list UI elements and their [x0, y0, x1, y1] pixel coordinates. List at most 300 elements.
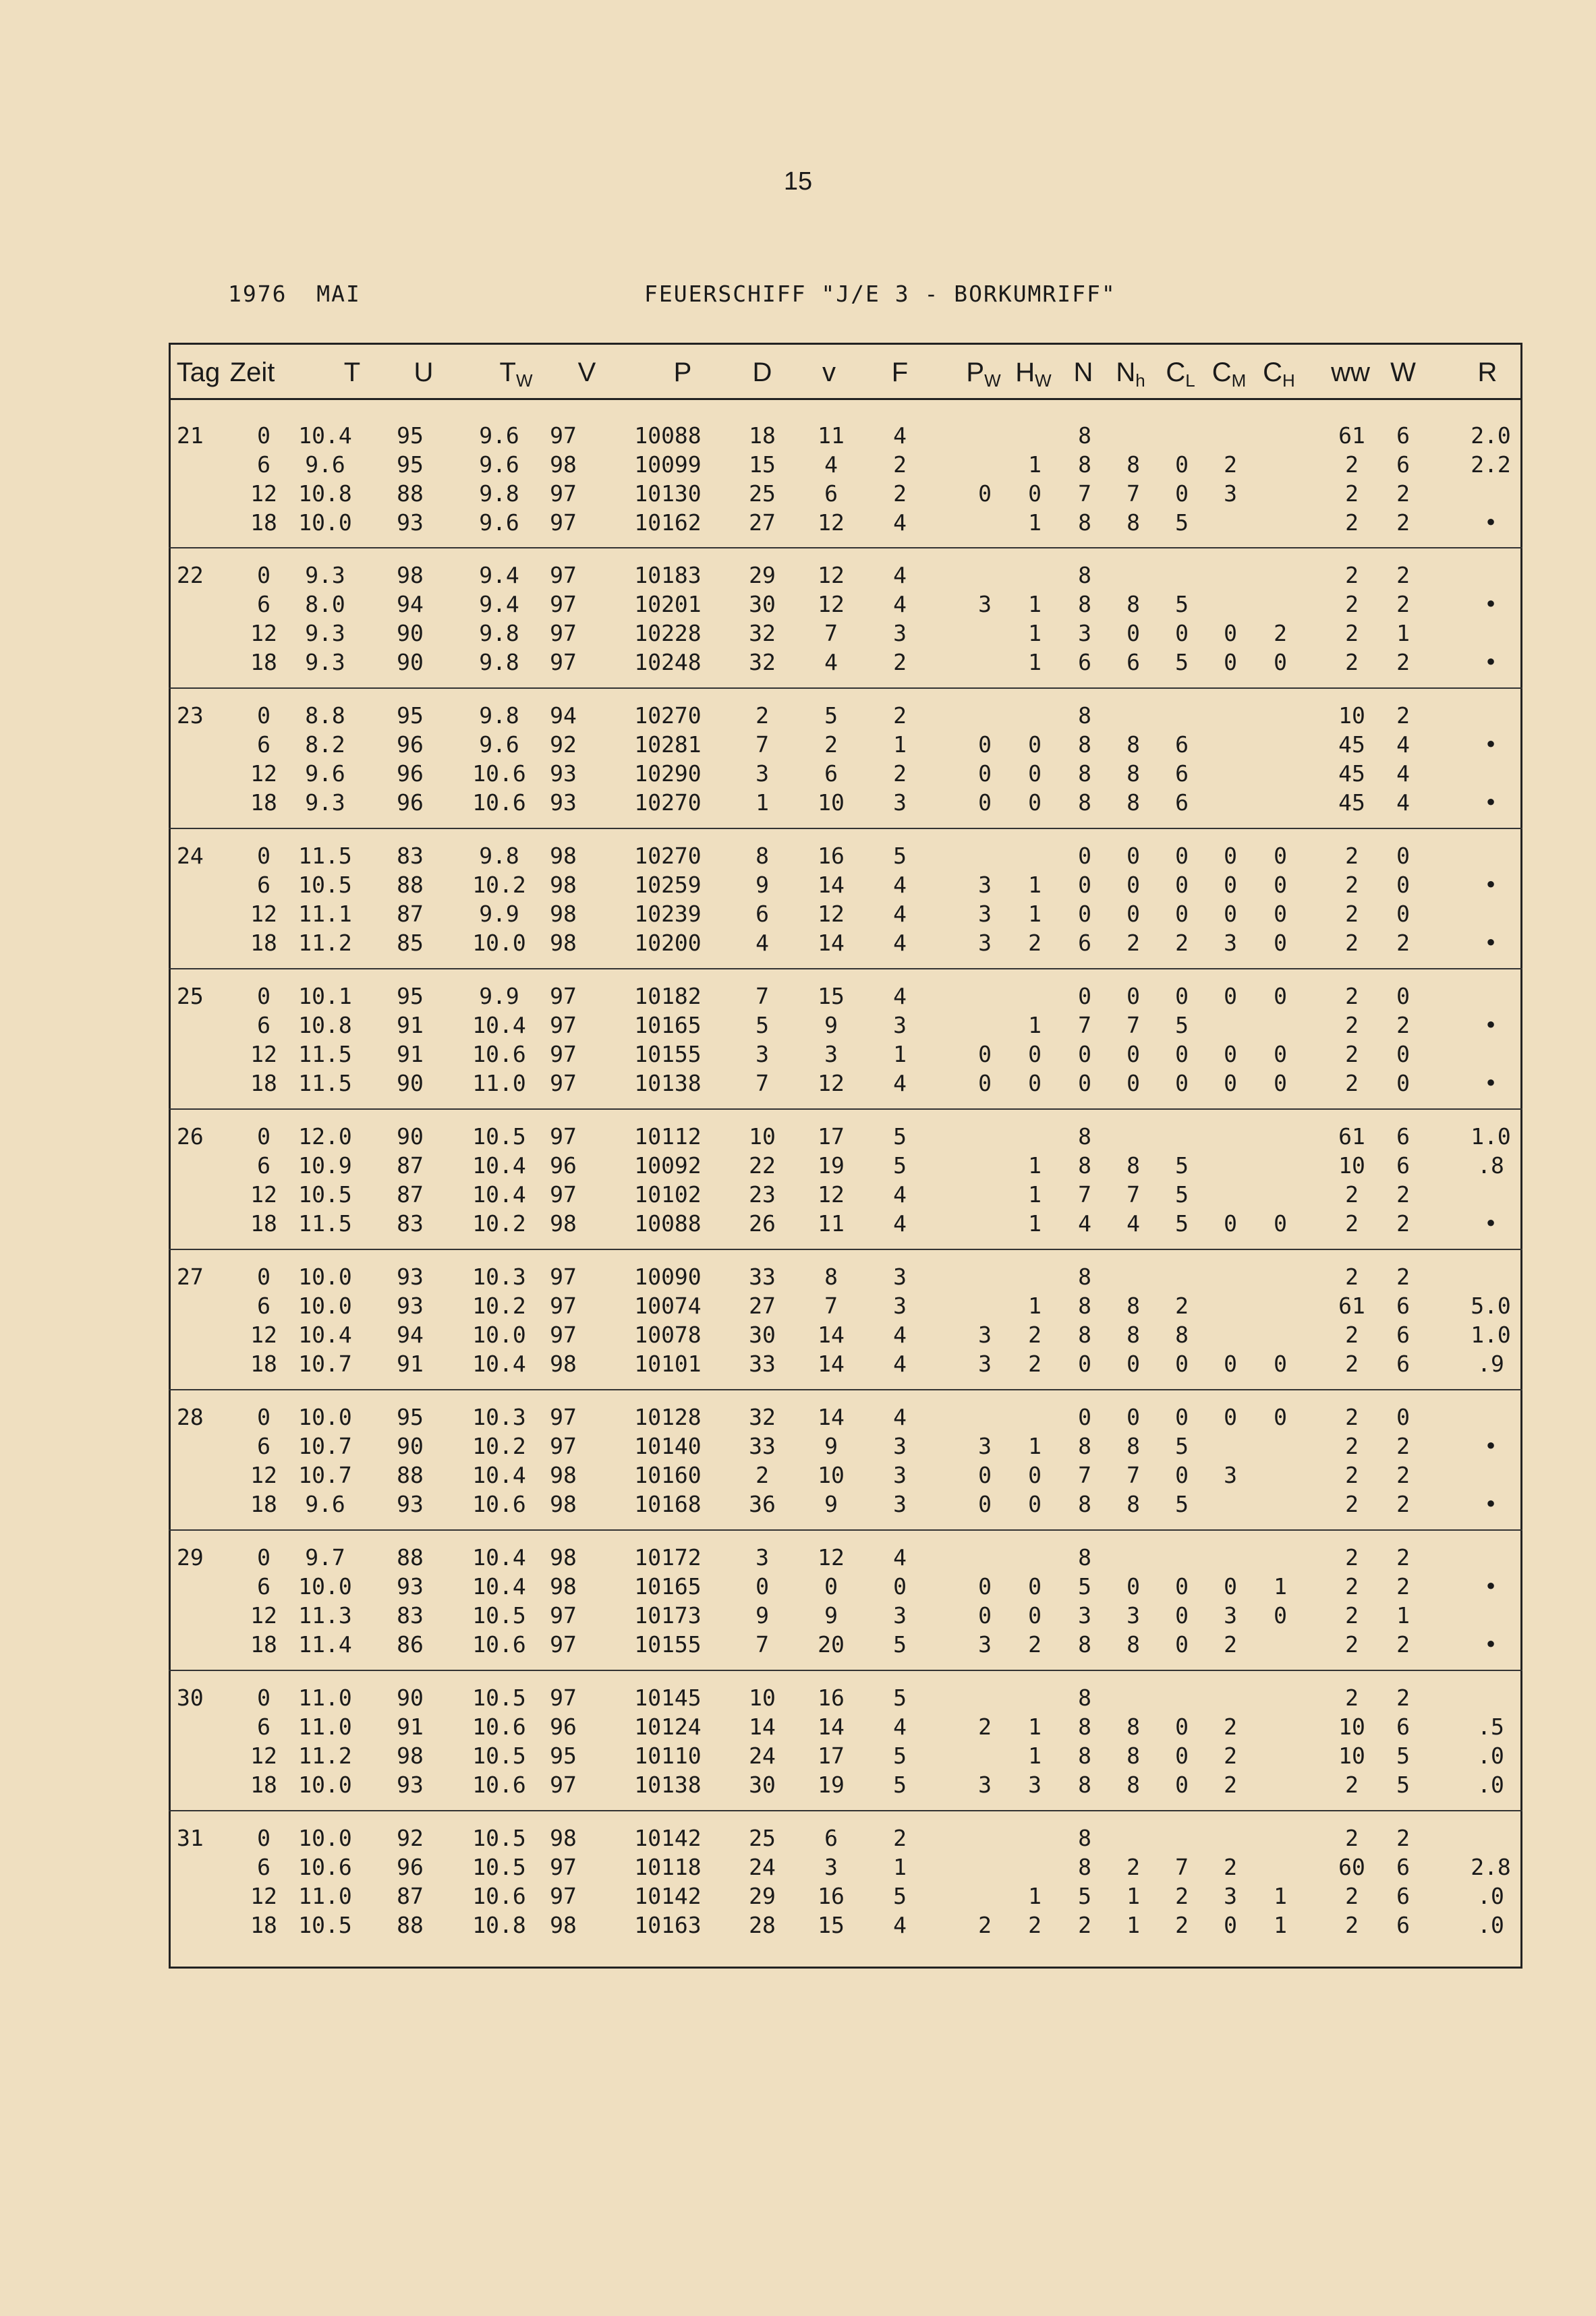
- day-label: 21: [177, 422, 204, 449]
- table-cell-f: 1: [893, 1041, 907, 1067]
- table-cell-hw: 1: [1028, 509, 1042, 536]
- table-cell-ww: 2: [1345, 1772, 1359, 1798]
- table-cell-zeit: 12: [250, 1602, 277, 1629]
- table-cell-v: 97: [550, 480, 577, 507]
- col-header-tw: [500, 358, 533, 393]
- table-cell-zeit: 6: [257, 731, 270, 758]
- table-cell-u: 93: [397, 1573, 424, 1600]
- table-cell-f: 5: [893, 1152, 907, 1179]
- table-cell-t: 12.0: [298, 1123, 352, 1150]
- table-cell-v: 97: [550, 1602, 577, 1629]
- table-cell-w: 1: [1396, 1602, 1410, 1629]
- table-cell-zeit: 0: [257, 422, 270, 449]
- col-header-ch: [1263, 358, 1295, 393]
- table-cell-f: 4: [893, 562, 907, 588]
- table-cell-cm: 0: [1224, 1404, 1237, 1430]
- table-cell-d: 5: [756, 1012, 769, 1038]
- table-cell-hw: 0: [1028, 1602, 1042, 1629]
- table-cell-pw: 0: [978, 731, 992, 758]
- table-cell-f: 5: [893, 1883, 907, 1909]
- table-cell-v: 97: [550, 1012, 577, 1038]
- table-cell-u: 88: [397, 1462, 424, 1488]
- table-cell-ww: 10: [1338, 1743, 1365, 1769]
- table-cell-f: 4: [893, 509, 907, 536]
- table-cell-u: 87: [397, 1181, 424, 1208]
- table-cell-zeit: 18: [250, 930, 277, 956]
- table-cell-ww: 45: [1338, 731, 1365, 758]
- table-cell-v: 97: [550, 1883, 577, 1909]
- table-cell-ww: 10: [1338, 702, 1365, 729]
- col-header-label: W: [1390, 358, 1416, 387]
- table-cell-v: 12: [818, 509, 845, 536]
- table-cell-d: 28: [749, 1912, 776, 1938]
- table-cell-zeit: 6: [257, 451, 270, 478]
- table-cell-cl: 0: [1175, 1573, 1189, 1600]
- col-header-ww: [1331, 358, 1370, 393]
- table-cell-t: 10.7: [298, 1351, 352, 1377]
- col-header-d: [753, 358, 772, 393]
- table-cell-ww: 45: [1338, 789, 1365, 816]
- table-cell-nh: 8: [1127, 509, 1140, 536]
- table-cell-ww: 2: [1345, 1012, 1359, 1038]
- table-cell-nh: 8: [1127, 1293, 1140, 1319]
- table-cell-n: 8: [1078, 1322, 1091, 1348]
- table-cell-d: 2: [756, 1462, 769, 1488]
- table-cell-pw: 0: [978, 1462, 992, 1488]
- day-label: 30: [177, 1685, 204, 1711]
- table-cell-n: 8: [1078, 591, 1091, 617]
- table-cell-r: .0: [1477, 1743, 1504, 1769]
- table-cell-w: 2: [1396, 562, 1410, 588]
- table-cell-tw: 9.6: [479, 451, 519, 478]
- table-cell-p: 10074: [634, 1293, 702, 1319]
- table-cell-zeit: 6: [257, 872, 270, 898]
- table-cell-cl: 6: [1175, 760, 1189, 787]
- table-cell-hw: 3: [1028, 1772, 1042, 1798]
- table-cell-nh: 0: [1127, 983, 1140, 1009]
- table-cell-r: •: [1484, 789, 1498, 816]
- table-cell-cl: 6: [1175, 789, 1189, 816]
- table-cell-r: •: [1484, 1573, 1498, 1600]
- table-cell-tw: 9.8: [479, 702, 519, 729]
- table-cell-n: 7: [1078, 1012, 1091, 1038]
- table-cell-zeit: 6: [257, 1433, 270, 1459]
- table-cell-cm: 0: [1224, 1041, 1237, 1067]
- table-cell-p: 10088: [634, 1210, 702, 1237]
- table-cell-hw: 2: [1028, 1351, 1042, 1377]
- table-cell-hw: 0: [1028, 480, 1042, 507]
- table-cell-cl: 0: [1175, 1041, 1189, 1067]
- table-cell-d: 25: [749, 1825, 776, 1851]
- table-cell-v: 97: [550, 1041, 577, 1067]
- table-cell-v: 6: [824, 1825, 838, 1851]
- table-cell-p: 10173: [634, 1602, 702, 1629]
- table-cell-pw: 2: [978, 1912, 992, 1938]
- table-cell-n: 8: [1078, 1152, 1091, 1179]
- table-cell-zeit: 18: [250, 1631, 277, 1658]
- table-cell-n: 8: [1078, 1123, 1091, 1150]
- table-cell-u: 93: [397, 1264, 424, 1290]
- table-cell-cl: 5: [1175, 1210, 1189, 1237]
- table-cell-p: 10201: [634, 591, 702, 617]
- day-group-divider: [169, 1529, 1522, 1531]
- table-cell-v: 96: [550, 1714, 577, 1740]
- table-cell-t: 10.1: [298, 983, 352, 1009]
- table-cell-w: 6: [1396, 1293, 1410, 1319]
- table-cell-v: 6: [824, 480, 838, 507]
- table-cell-v: 14: [818, 1404, 845, 1430]
- col-header-label: N: [1116, 358, 1136, 387]
- table-cell-ww: 2: [1345, 1912, 1359, 1938]
- table-cell-zeit: 18: [250, 1210, 277, 1237]
- table-cell-p: 10165: [634, 1573, 702, 1600]
- table-cell-t: 10.8: [298, 1012, 352, 1038]
- table-cell-zeit: 12: [250, 1322, 277, 1348]
- table-cell-v: 98: [550, 1573, 577, 1600]
- table-cell-tw: 10.3: [472, 1264, 526, 1290]
- table-cell-nh: 4: [1127, 1210, 1140, 1237]
- table-cell-u: 90: [397, 1070, 424, 1096]
- table-cell-d: 30: [749, 1322, 776, 1348]
- table-cell-u: 88: [397, 480, 424, 507]
- table-cell-ww: 2: [1345, 1322, 1359, 1348]
- table-cell-n: 0: [1078, 1041, 1091, 1067]
- table-cell-r: .9: [1477, 1351, 1504, 1377]
- table-cell-f: 4: [893, 1912, 907, 1938]
- table-cell-ww: 2: [1345, 451, 1359, 478]
- table-cell-v: 98: [550, 843, 577, 869]
- table-cell-tw: 10.0: [472, 1322, 526, 1348]
- table-cell-ch: 2: [1274, 620, 1287, 646]
- table-cell-cm: 2: [1224, 1854, 1237, 1880]
- day-label: 31: [177, 1825, 204, 1851]
- table-cell-hw: 0: [1028, 1462, 1042, 1488]
- col-header-label: R: [1477, 358, 1498, 387]
- table-cell-d: 8: [756, 843, 769, 869]
- table-cell-hw: 1: [1028, 1012, 1042, 1038]
- table-cell-cl: 8: [1175, 1322, 1189, 1348]
- table-cell-pw: 0: [978, 789, 992, 816]
- table-cell-v: 97: [550, 591, 577, 617]
- table-cell-cl: 0: [1175, 983, 1189, 1009]
- table-cell-hw: 1: [1028, 901, 1042, 927]
- table-cell-nh: 2: [1127, 1854, 1140, 1880]
- table-cell-f: 3: [893, 1462, 907, 1488]
- table-cell-u: 86: [397, 1631, 424, 1658]
- table-cell-u: 87: [397, 1152, 424, 1179]
- table-cell-nh: 8: [1127, 760, 1140, 787]
- table-cell-d: 18: [749, 422, 776, 449]
- table-cell-w: 0: [1396, 843, 1410, 869]
- table-cell-pw: 0: [978, 480, 992, 507]
- table-cell-t: 10.6: [298, 1854, 352, 1880]
- table-cell-hw: 2: [1028, 1631, 1042, 1658]
- table-cell-ch: 0: [1274, 1602, 1287, 1629]
- table-cell-p: 10101: [634, 1351, 702, 1377]
- table-cell-n: 8: [1078, 1631, 1091, 1658]
- table-cell-pw: 3: [978, 1772, 992, 1798]
- table-cell-tw: 10.4: [472, 1152, 526, 1179]
- table-cell-w: 2: [1396, 1491, 1410, 1517]
- table-cell-zeit: 6: [257, 591, 270, 617]
- table-cell-u: 85: [397, 930, 424, 956]
- table-cell-ch: 0: [1274, 1351, 1287, 1377]
- table-cell-v: 12: [818, 562, 845, 588]
- table-cell-w: 4: [1396, 789, 1410, 816]
- table-cell-f: 4: [893, 1181, 907, 1208]
- table-cell-u: 91: [397, 1714, 424, 1740]
- table-cell-zeit: 0: [257, 1544, 270, 1571]
- table-cell-t: 9.6: [305, 1491, 345, 1517]
- day-label: 27: [177, 1264, 204, 1290]
- col-header-subscript: W: [1035, 370, 1052, 391]
- col-header-label: Zeit: [229, 358, 275, 387]
- table-cell-r: •: [1484, 509, 1498, 536]
- table-cell-t: 11.5: [298, 1041, 352, 1067]
- table-cell-d: 24: [749, 1743, 776, 1769]
- table-cell-w: 6: [1396, 1123, 1410, 1150]
- table-cell-w: 2: [1396, 1573, 1410, 1600]
- table-cell-p: 10138: [634, 1070, 702, 1096]
- table-cell-zeit: 12: [250, 1883, 277, 1909]
- table-cell-u: 96: [397, 789, 424, 816]
- table-cell-tw: 10.4: [472, 1573, 526, 1600]
- table-cell-d: 22: [749, 1152, 776, 1179]
- table-cell-n: 8: [1078, 1433, 1091, 1459]
- table-cell-v: 16: [818, 1685, 845, 1711]
- table-cell-p: 10092: [634, 1152, 702, 1179]
- table-cell-cl: 2: [1175, 1883, 1189, 1909]
- table-cell-v: 12: [818, 1070, 845, 1096]
- table-cell-tw: 10.0: [472, 930, 526, 956]
- table-cell-nh: 8: [1127, 1433, 1140, 1459]
- table-cell-tw: 9.8: [479, 480, 519, 507]
- table-cell-v: 10: [818, 789, 845, 816]
- table-cell-t: 10.5: [298, 1181, 352, 1208]
- table-cell-cl: 5: [1175, 1491, 1189, 1517]
- table-cell-u: 93: [397, 1772, 424, 1798]
- table-cell-f: 3: [893, 1433, 907, 1459]
- table-cell-pw: 3: [978, 872, 992, 898]
- table-cell-ch: 0: [1274, 1404, 1287, 1430]
- table-cell-f: 0: [893, 1573, 907, 1600]
- table-cell-w: 2: [1396, 1433, 1410, 1459]
- table-cell-ww: 2: [1345, 1602, 1359, 1629]
- table-cell-t: 10.4: [298, 1322, 352, 1348]
- table-cell-t: 10.0: [298, 509, 352, 536]
- table-cell-p: 10138: [634, 1772, 702, 1798]
- table-cell-cm: 2: [1224, 1743, 1237, 1769]
- table-cell-v: 98: [550, 1351, 577, 1377]
- table-cell-d: 32: [749, 649, 776, 675]
- table-cell-d: 23: [749, 1181, 776, 1208]
- table-cell-n: 5: [1078, 1573, 1091, 1600]
- table-cell-nh: 8: [1127, 731, 1140, 758]
- table-cell-cm: 2: [1224, 1714, 1237, 1740]
- table-cell-ww: 2: [1345, 983, 1359, 1009]
- col-header-t: [344, 358, 360, 393]
- table-cell-w: 4: [1396, 760, 1410, 787]
- table-cell-p: 10118: [634, 1854, 702, 1880]
- table-cell-v: 98: [550, 1912, 577, 1938]
- table-cell-v: 6: [824, 760, 838, 787]
- table-cell-ww: 2: [1345, 1181, 1359, 1208]
- table-cell-v: 0: [824, 1573, 838, 1600]
- table-cell-zeit: 18: [250, 789, 277, 816]
- table-cell-ww: 2: [1345, 1264, 1359, 1290]
- table-cell-d: 4: [756, 930, 769, 956]
- table-cell-nh: 7: [1127, 1462, 1140, 1488]
- table-cell-cm: 0: [1224, 983, 1237, 1009]
- table-cell-v: 98: [550, 1210, 577, 1237]
- table-cell-t: 10.7: [298, 1433, 352, 1459]
- table-cell-v: 3: [824, 1041, 838, 1067]
- table-cell-hw: 0: [1028, 760, 1042, 787]
- table-cell-v: 97: [550, 1433, 577, 1459]
- col-header-subscript: L: [1185, 370, 1195, 391]
- table-cell-zeit: 12: [250, 1041, 277, 1067]
- table-cell-hw: 1: [1028, 1883, 1042, 1909]
- table-cell-u: 87: [397, 1883, 424, 1909]
- table-cell-d: 9: [756, 872, 769, 898]
- table-cell-d: 24: [749, 1854, 776, 1880]
- col-header-label: U: [414, 358, 434, 387]
- table-cell-f: 5: [893, 1743, 907, 1769]
- table-cell-u: 98: [397, 562, 424, 588]
- table-cell-hw: 1: [1028, 1181, 1042, 1208]
- table-cell-tw: 10.6: [472, 1041, 526, 1067]
- table-cell-f: 4: [893, 983, 907, 1009]
- table-cell-v: 97: [550, 1685, 577, 1711]
- table-cell-d: 25: [749, 480, 776, 507]
- table-cell-u: 98: [397, 1743, 424, 1769]
- table-cell-r: .0: [1477, 1772, 1504, 1798]
- col-header-label: V: [577, 358, 596, 387]
- day-group-divider: [169, 1249, 1522, 1250]
- table-cell-n: 8: [1078, 702, 1091, 729]
- table-cell-tw: 10.6: [472, 1491, 526, 1517]
- table-cell-tw: 9.6: [479, 422, 519, 449]
- table-cell-r: •: [1484, 591, 1498, 617]
- table-cell-n: 8: [1078, 731, 1091, 758]
- table-cell-p: 10099: [634, 451, 702, 478]
- table-cell-pw: 0: [978, 1491, 992, 1517]
- table-cell-cl: 5: [1175, 509, 1189, 536]
- table-cell-ww: 2: [1345, 1433, 1359, 1459]
- table-cell-cl: 0: [1175, 843, 1189, 869]
- table-cell-v: 97: [550, 1854, 577, 1880]
- table-cell-cl: 0: [1175, 480, 1189, 507]
- table-cell-p: 10142: [634, 1825, 702, 1851]
- table-cell-w: 2: [1396, 591, 1410, 617]
- table-cell-p: 10270: [634, 789, 702, 816]
- table-cell-hw: 1: [1028, 1293, 1042, 1319]
- table-cell-f: 4: [893, 1210, 907, 1237]
- table-cell-r: •: [1484, 872, 1498, 898]
- table-cell-cl: 0: [1175, 1743, 1189, 1769]
- table-cell-hw: 1: [1028, 872, 1042, 898]
- table-cell-zeit: 6: [257, 1573, 270, 1600]
- table-cell-d: 1: [756, 789, 769, 816]
- table-cell-p: 10172: [634, 1544, 702, 1571]
- table-cell-nh: 8: [1127, 1322, 1140, 1348]
- table-cell-cl: 0: [1175, 901, 1189, 927]
- table-cell-hw: 0: [1028, 1041, 1042, 1067]
- table-cell-ch: 0: [1274, 930, 1287, 956]
- table-cell-d: 15: [749, 451, 776, 478]
- table-cell-w: 0: [1396, 901, 1410, 927]
- table-cell-hw: 0: [1028, 731, 1042, 758]
- table-cell-v: 12: [818, 1544, 845, 1571]
- table-cell-nh: 0: [1127, 1573, 1140, 1600]
- table-cell-t: 11.2: [298, 930, 352, 956]
- table-cell-r: •: [1484, 930, 1498, 956]
- table-cell-cl: 0: [1175, 1462, 1189, 1488]
- table-cell-v: 97: [550, 1181, 577, 1208]
- table-cell-zeit: 6: [257, 1854, 270, 1880]
- table-cell-cl: 2: [1175, 1293, 1189, 1319]
- table-cell-p: 10078: [634, 1322, 702, 1348]
- table-cell-pw: 0: [978, 760, 992, 787]
- table-cell-d: 29: [749, 1883, 776, 1909]
- day-label: 22: [177, 562, 204, 588]
- table-cell-p: 10155: [634, 1041, 702, 1067]
- table-cell-ww: 2: [1345, 1041, 1359, 1067]
- table-cell-cl: 0: [1175, 451, 1189, 478]
- table-cell-tw: 10.2: [472, 1293, 526, 1319]
- table-cell-cl: 0: [1175, 1602, 1189, 1629]
- table-cell-tw: 9.8: [479, 843, 519, 869]
- table-cell-tw: 10.5: [472, 1685, 526, 1711]
- table-cell-v: 5: [824, 702, 838, 729]
- table-cell-v: 98: [550, 1825, 577, 1851]
- table-cell-n: 8: [1078, 789, 1091, 816]
- table-cell-cl: 0: [1175, 1772, 1189, 1798]
- table-cell-ch: 0: [1274, 1041, 1287, 1067]
- table-cell-tw: 9.6: [479, 731, 519, 758]
- table-cell-v: 97: [550, 1772, 577, 1798]
- table-cell-ww: 2: [1345, 1685, 1359, 1711]
- table-cell-ww: 2: [1345, 1825, 1359, 1851]
- table-cell-n: 0: [1078, 872, 1091, 898]
- day-group-divider: [169, 1810, 1522, 1811]
- table-cell-v: 7: [824, 620, 838, 646]
- day-group-divider: [169, 1108, 1522, 1110]
- table-cell-v: 97: [550, 1631, 577, 1658]
- table-cell-n: 3: [1078, 1602, 1091, 1629]
- table-cell-v: 98: [550, 901, 577, 927]
- table-cell-zeit: 0: [257, 1685, 270, 1711]
- table-cell-d: 2: [756, 702, 769, 729]
- col-header-label: C: [1212, 358, 1232, 387]
- table-cell-p: 10259: [634, 872, 702, 898]
- table-cell-pw: 3: [978, 1351, 992, 1377]
- table-cell-v: 96: [550, 1152, 577, 1179]
- table-cell-pw: 0: [978, 1041, 992, 1067]
- day-label: 28: [177, 1404, 204, 1430]
- table-cell-tw: 10.2: [472, 1210, 526, 1237]
- table-cell-d: 33: [749, 1433, 776, 1459]
- table-cell-t: 10.9: [298, 1152, 352, 1179]
- table-cell-p: 10128: [634, 1404, 702, 1430]
- table-cell-zeit: 18: [250, 1912, 277, 1938]
- day-group-divider: [169, 1389, 1522, 1390]
- table-cell-ww: 2: [1345, 620, 1359, 646]
- table-cell-ww: 2: [1345, 1210, 1359, 1237]
- table-cell-cl: 5: [1175, 1433, 1189, 1459]
- table-cell-v: 4: [824, 451, 838, 478]
- table-cell-v: 12: [818, 1181, 845, 1208]
